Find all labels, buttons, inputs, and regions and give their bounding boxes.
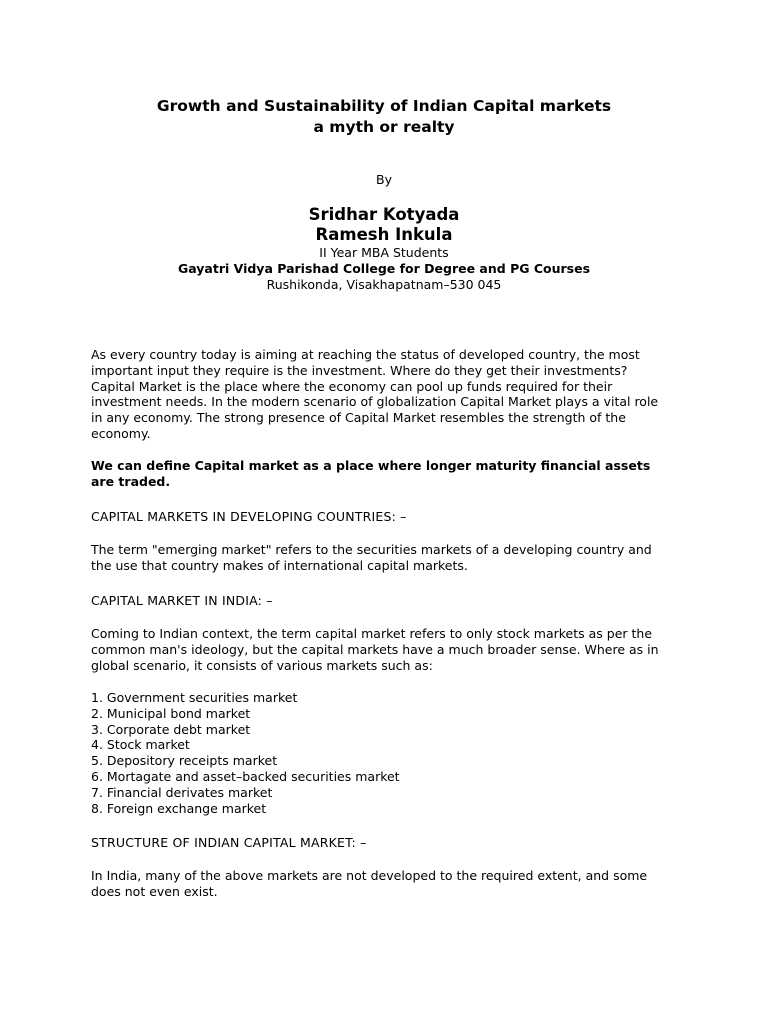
section-paragraph-india: Coming to Indian context, the term capital market refers to only stock markets as per the common man's ideology, but the capital markets have a much broader sense. Where as in global scenario, it consists of various markets such as:	[91, 626, 659, 673]
list-item: 8. Foreign exchange market	[91, 800, 267, 816]
list-item: 4. Stock market	[91, 737, 190, 753]
definition-paragraph: We can define Capital market as a place where longer maturity financial assets are traded.	[91, 458, 651, 489]
list-item: 5. Depository receipts market	[91, 753, 278, 769]
list-item: 1. Government securities market	[91, 690, 298, 705]
section-paragraph-structure: In India, many of the above markets are not developed to the required extent, and some does not even exist.	[91, 868, 648, 899]
author-role: II Year MBA Students	[319, 245, 449, 260]
section-paragraph-developing-countries: The term "emerging market" refers to the securities markets of a developing country and the use that country makes of international capital markets.	[91, 542, 652, 573]
college-address: Rushikonda, Visakhapatnam–530 045	[266, 277, 502, 292]
section-heading-developing-countries: CAPITAL MARKETS IN DEVELOPING COUNTRIES: –	[91, 509, 407, 524]
section-heading-india: CAPITAL MARKET IN INDIA: –	[91, 593, 273, 608]
by-label: By	[376, 172, 392, 187]
author-name: Sridhar Kotyada	[308, 205, 460, 224]
title-line-1: Growth and Sustainability of Indian Capital markets	[156, 97, 612, 115]
author-name: Ramesh Inkula	[315, 225, 453, 244]
list-item: 6. Mortagate and asset–backed securities market	[91, 768, 400, 784]
college-name: Gayatri Vidya Parishad College for Degree and PG Courses	[177, 261, 591, 276]
list-item: 3. Corporate debt market	[91, 721, 251, 737]
intro-paragraph: As every country today is aiming at reaching the status of developed country, the most important input they require is the investment. Where do they get their investments? Capital Market is the place where the economy can pool up funds required for their investment needs. In the modern scenario of globalization Capital Market plays a vital role in any economy. The strong presence of Capital Market resembles the strength of the economy.	[91, 347, 659, 441]
list-item: 7. Financial derivates market	[91, 784, 273, 800]
section-heading-structure: STRUCTURE OF INDIAN CAPITAL MARKET: –	[91, 835, 367, 850]
document-title	[0, 96, 768, 138]
list-item: 2. Municipal bond market	[91, 705, 251, 721]
title-line-2: a myth or realty	[313, 118, 455, 136]
market-list	[91, 690, 400, 816]
